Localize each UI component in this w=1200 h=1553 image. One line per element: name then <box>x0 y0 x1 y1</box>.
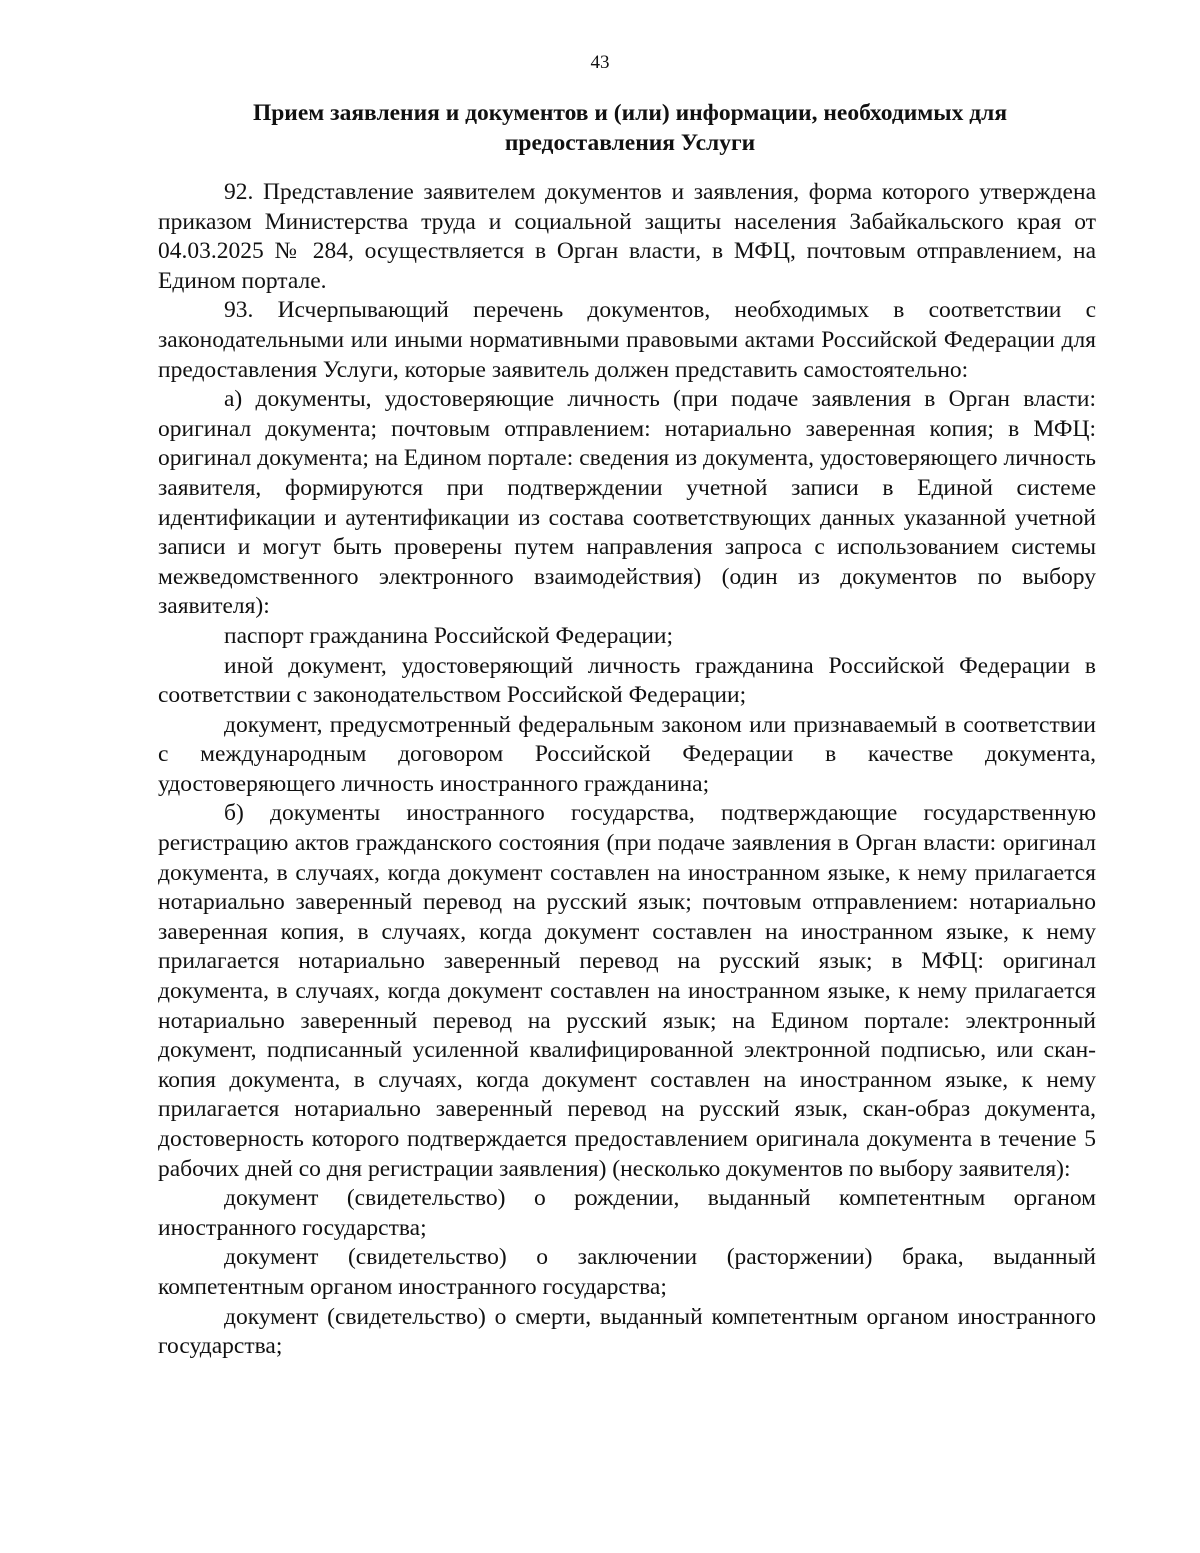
paragraph-92: 92. Представление заявителем документов и заявления, форма которого утверждена приказом Министерства труда и социальной защиты населения Забайкальского края от 04.03.2025 № 284, осуществляется в Орган власти, в МФЦ, почтовым отправлением, на Едином портале. <box>158 179 1096 294</box>
list-item: иной документ, удостоверяющий личность гражданина Российской Федерации в соответствии с законодательством Российской Федерации; <box>158 652 1096 709</box>
page-number: 43 <box>590 52 610 73</box>
section-heading: Прием заявления и документов и (или) информации, необходимых для предоставления Услуги <box>252 100 1008 156</box>
paragraph-93: 93. Исчерпывающий перечень документов, необходимых в соответствии с законодательными или иными нормативными правовыми актами Российской Федерации для предоставления Услуги, которые заявитель должен представить самостоятельно: <box>158 297 1096 383</box>
list-item: документ (свидетельство) о смерти, выданный компетентным органом иностранного государства; <box>158 1303 1096 1360</box>
list-item: паспорт гражданина Российской Федерации; <box>224 622 674 649</box>
document-body <box>158 178 1096 1362</box>
paragraph-item-b: б) документы иностранного государства, подтверждающие государственную регистрацию актов гражданского состояния (при подаче заявления в Орган власти: оригинал документа, в случаях, когда документ составлен на иностранном языке, к нему прилагается нотариально заверенный перевод на русский язык; почтовым отправлением: нотариально заверенная копия, в случаях, когда документ составлен на иностранном языке, к нему прилагается нотариально заверенный перевод на русский язык; в МФЦ: оригинал документа, в случаях, когда документ составлен на иностранном языке, к нему прилагается нотариально заверенный перевод на русский язык; на Едином портале: электронный документ, подписанный усиленной квалифицированной электронной подписью, или скан-копия документа, в случаях, когда документ составлен на иностранном языке, к нему прилагается нотариально заверенный перевод на русский язык, скан-образ документа, достоверность которого подтверждается предоставлением оригинала документа в течение 5 рабочих дней со дня регистрации заявления) (несколько документов по выбору заявителя): <box>158 800 1096 1182</box>
paragraph-item-a: а) документы, удостоверяющие личность (при подаче заявления в Орган власти: оригинал документа; почтовым отправлением: нотариально заверенная копия; в МФЦ: оригинал документа; на Едином портале: сведения из документа, удостоверяющего личность заявителя, формируются при подтверждении учетной записи в Единой системе идентификации и аутентификации из состава соответствующих данных указанной учетной записи и могут быть проверены путем направления запроса с использованием системы межведомственного электронного взаимодействия) (один из документов по выбору заявителя): <box>158 386 1096 620</box>
list-item: документ (свидетельство) о рождении, выданный компетентным органом иностранного государства; <box>158 1185 1096 1241</box>
list-item: документ (свидетельство) о заключении (расторжении) брака, выданный компетентным органом иностранного государства; <box>158 1244 1096 1300</box>
list-item: документ, предусмотренный федеральным законом или признаваемый в соответствии с международным договором Российской Федерации в качестве документа, удостоверяющего личность иностранного гражданина; <box>158 711 1096 797</box>
